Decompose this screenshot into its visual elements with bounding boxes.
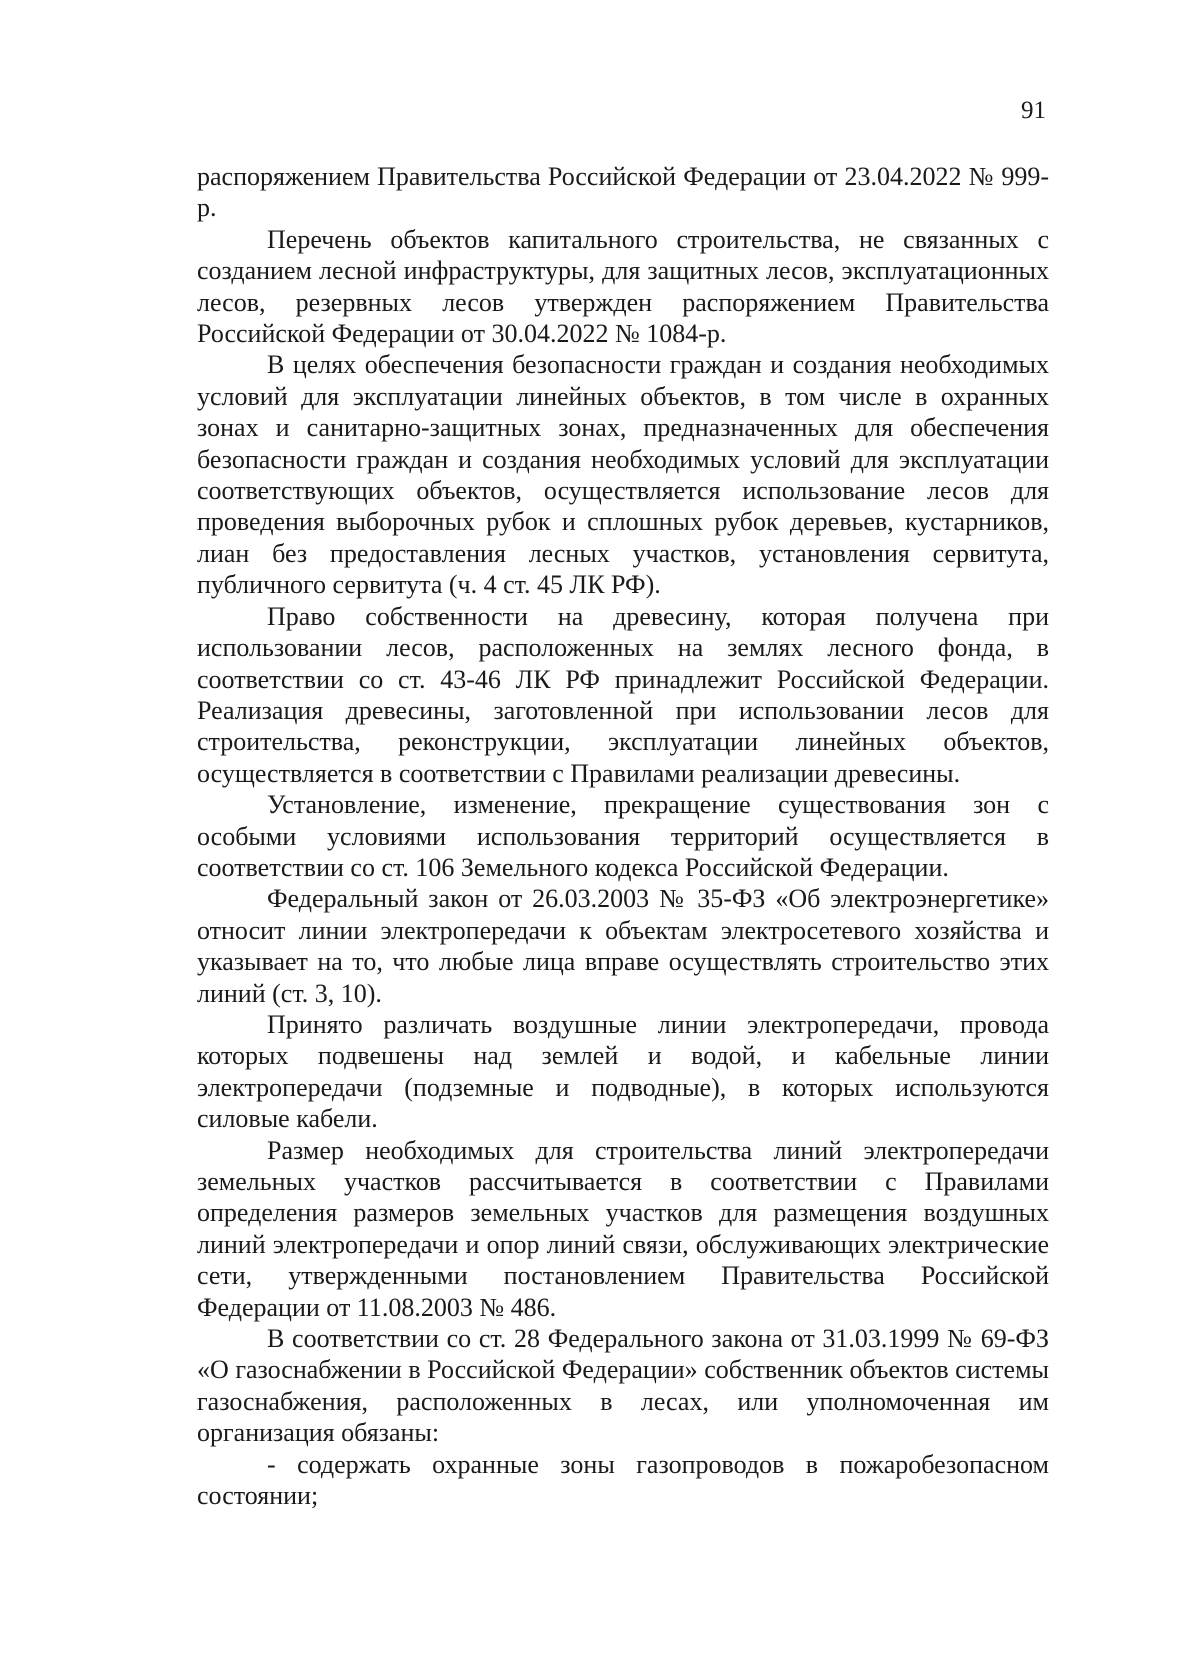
paragraph: Федеральный закон от 26.03.2003 № 35-ФЗ «Об электроэнергетике» относит линии электропередачи к объектам электросетевого хозяйства и указывает на то, что любые лица вправе осуществлять строительство этих линий (ст. 3, 10). xyxy=(197,884,1049,1008)
document-body xyxy=(197,161,1049,1511)
paragraph: Установление, изменение, прекращение существования зон с особыми условиями использования территорий осуществляется в соответствии со ст. 106 Земельного кодекса Российской Федерации. xyxy=(197,790,1049,882)
page-number: 91 xyxy=(1021,97,1046,124)
paragraph: Принято различать воздушные линии электропередачи, провода которых подвешены над землей и водой, и кабельные линии электропередачи (подземные и подводные), в которых используются силовые кабели. xyxy=(197,1009,1049,1134)
paragraph: В целях обеспечения безопасности граждан и создания необходимых условий для эксплуатации линейных объектов, в том числе в охранных зонах и санитарно-защитных зонах, предназначенных для обеспечения безопасности граждан и создания необходимых условий для эксплуатации соответствующих объектов, осуществляется использование лесов для проведения выборочных рубок и сплошных рубок деревьев, кустарников, лиан без предоставления лесных участков, установления сервитута, публичного сервитута (ч. 4 ст. 45 ЛК РФ). xyxy=(197,350,1049,600)
paragraph: Размер необходимых для строительства линий электропередачи земельных участков рассчитывается в соответствии с Правилами определения размеров земельных участков для размещения воздушных линий электропередачи и опор линий связи, обслуживающих электрические сети, утвержденными постановлением Правительства Российской Федерации от 11.08.2003 № 486. xyxy=(197,1135,1049,1322)
paragraph: Перечень объектов капитального строительства, не связанных с созданием лесной инфраструктуры, для защитных лесов, эксплуатационных лесов, резервных лесов утвержден распоряжением Правительства Российской Федерации от 30.04.2022 № 1084-р. xyxy=(197,224,1049,349)
list-item: - содержать охранные зоны газопроводов в пожаробезопасном состоянии; xyxy=(197,1449,1049,1511)
paragraph-continuation: распоряжением Правительства Российской Федерации от 23.04.2022 № 999-р. xyxy=(197,162,1049,223)
paragraph: В соответствии со ст. 28 Федерального закона от 31.03.1999 № 69-ФЗ «О газоснабжении в Российской Федерации» собственник объектов системы газоснабжения, расположенных в лесах, или уполномоченная им организация обязаны: xyxy=(197,1324,1049,1448)
paragraph: Право собственности на древесину, которая получена при использовании лесов, расположенных на землях лесного фонда, в соответствии со ст. 43-46 ЛК РФ принадлежит Российской Федерации. Реализация древесины, заготовленной при использовании лесов для строительства, реконструкции, эксплуатации линейных объектов, осуществляется в соответствии с Правилами реализации древесины. xyxy=(197,601,1049,788)
